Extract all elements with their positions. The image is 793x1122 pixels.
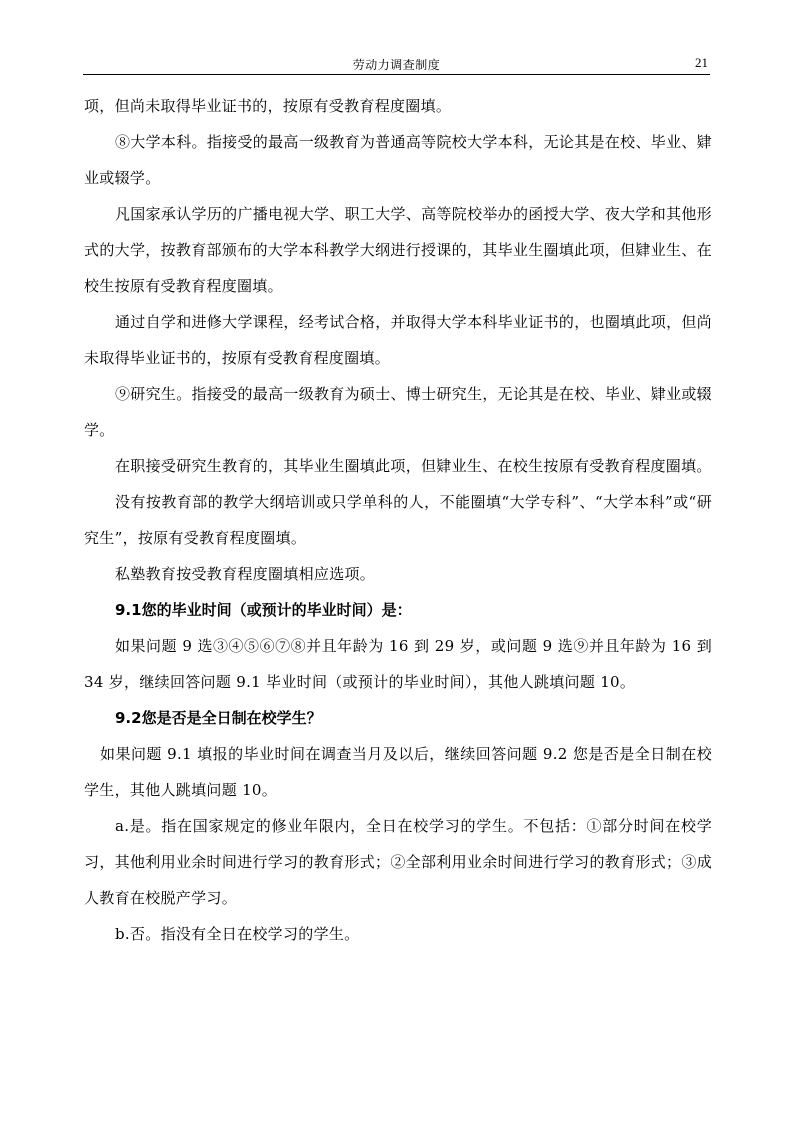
paragraph: b.否。指没有全日在校学习的学生。 (115, 925, 360, 943)
paragraph: 没有按教育部的教学大纲培训或只学单科的人，不能圈填“大学专科”、“大学本科”或“研究生”，按原有受教育程度圈填。 (84, 493, 712, 547)
header-title: 劳动力调查制度 (352, 58, 441, 72)
paragraph: 通过自学和进修大学课程，经考试合格，并取得大学本科毕业证书的，也圈填此项，但尚未取得毕业证书的，按原有受教育程度圈填。 (84, 313, 712, 367)
document-body (84, 88, 712, 952)
section-heading: 9.2您是否是全日制在校学生？ (115, 709, 322, 727)
paragraph: 如果问题 9 选③④⑤⑥⑦⑧并且年龄为 16 到 29 岁，或问题 9 选⑨并且年龄为 16 到 34 岁，继续回答问题 9.1 毕业时间（或预计的毕业时间），其他人跳填问题 10。 (84, 637, 712, 691)
paragraph: 凡国家承认学历的广播电视大学、职工大学、高等院校举办的函授大学、夜大学和其他形式的大学，按教育部颁布的大学本科教学大纲进行授课的，其毕业生圈填此项，但肄业生、在校生按原有受教育程度圈填。 (84, 205, 712, 295)
paragraph: 如果问题 9.1 填报的毕业时间在调查当月及以后，继续回答问题 9.2 您是否是全日制在校学生，其他人跳填问题 10。 (84, 745, 712, 799)
paragraph: 私塾教育按受教育程度圈填相应选项。 (115, 565, 376, 583)
paragraph: a.是。指在国家规定的修业年限内，全日在校学习的学生。不包括：①部分时间在校学习，其他利用业余时间进行学习的教育形式；②全部利用业余时间进行学习的教育形式；③成人教育在校脱产学习。 (84, 817, 712, 907)
page-number: 21 (695, 55, 708, 70)
page-header (83, 54, 710, 75)
paragraph: ⑧大学本科。指接受的最高一级教育为普通高等院校大学本科，无论其是在校、毕业、肄业或辍学。 (84, 133, 712, 187)
paragraph: 在职接受研究生教育的，其毕业生圈填此项，但肄业生、在校生按原有受教育程度圈填。 (115, 457, 712, 475)
section-heading: 9.1您的毕业时间（或预计的毕业时间）是： (115, 601, 412, 619)
paragraph: ⑨研究生。指接受的最高一级教育为硕士、博士研究生，无论其是在校、毕业、肄业或辍学。 (84, 385, 712, 439)
paragraph: 项，但尚未取得毕业证书的，按原有受教育程度圈填。 (84, 97, 452, 115)
